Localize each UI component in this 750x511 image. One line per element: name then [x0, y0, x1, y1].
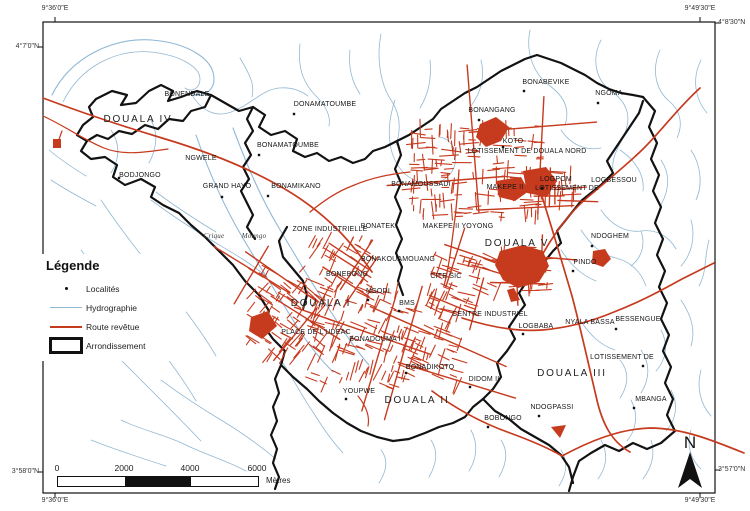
- locality-dot: [221, 196, 223, 198]
- legend-title: Légende: [46, 258, 100, 273]
- map-label-mbanga: MBANGA: [635, 396, 667, 403]
- legend-item-route-rev-tue: [46, 317, 184, 336]
- map-label-pindo: PINDO: [573, 259, 597, 266]
- locality-dot: [267, 195, 269, 197]
- locality-dot: [405, 372, 407, 374]
- scale-segment: [58, 477, 125, 486]
- locality-dot: [538, 415, 540, 417]
- map-label-ndoghem: NDOGHEM: [591, 233, 629, 240]
- coordinate-label: 3°58'0"N: [11, 468, 39, 475]
- locality-dot: [522, 333, 524, 335]
- scale-unit-label: Mètres: [266, 476, 291, 485]
- bound-symbol-icon: [49, 337, 83, 354]
- map-label-bms: BMS: [399, 300, 415, 307]
- coordinate-label: 9°49'30"E: [684, 5, 716, 12]
- map-label-donamatoumbe: DONAMATOUMBE: [293, 101, 357, 108]
- coordinate-label: 4°7'0"N: [15, 43, 39, 50]
- map-label-bonateki: BONATEKI: [360, 223, 398, 230]
- locality-dot: [345, 398, 347, 400]
- map-label-koto: KOTO: [502, 138, 524, 145]
- map-label-makepe-ii-yoyong: MAKEPE II YOYONG: [422, 223, 494, 230]
- map-label-bonendale: BONENDALE: [164, 91, 210, 98]
- map-label-crique: Crique: [203, 232, 225, 240]
- map-label-douala-i: DOUALA I: [290, 298, 352, 309]
- locality-dot: [597, 102, 599, 104]
- map-label-bonakouamouang: BONAKOUAMOUANG: [361, 256, 435, 263]
- map-label-logpom: LOGPOM: [540, 176, 572, 183]
- legend-items: [46, 279, 184, 355]
- locality-dot: [258, 154, 260, 156]
- map-label-youpwe: YOUPWE: [342, 388, 376, 395]
- locality-dot: [398, 310, 400, 312]
- map-label-douala-v: DOUALA V: [484, 238, 550, 249]
- locality-dot: [523, 90, 525, 92]
- locality-dot: [293, 113, 295, 115]
- map-label-bonangang: BONANGANG: [468, 107, 516, 114]
- map-label-bonamikano: BONAMIKANO: [271, 183, 321, 190]
- scale-tick-label: 2000: [114, 463, 134, 473]
- map-label-bonamatoumbe: BONAMATOUMBE: [256, 142, 320, 149]
- legend-item-label: Hydrographie: [86, 302, 138, 313]
- map-label-douala-ii: DOUALA II: [384, 395, 450, 406]
- locality-dot: [642, 365, 644, 367]
- locality-dot: [615, 328, 617, 330]
- coordinate-label: 9°49'30"E: [684, 497, 716, 504]
- legend-item-label: Route revêtue: [86, 321, 140, 332]
- legend: [42, 254, 186, 361]
- locality-dot: [367, 299, 369, 301]
- hydro-symbol-icon: [50, 307, 82, 308]
- legend-item-localit-s: [46, 279, 184, 298]
- map-label-grand-hayo: GRAND HAYO: [202, 183, 252, 190]
- map-label-douala-iii: DOUALA III: [537, 368, 607, 379]
- coordinate-label: 9°36'0"E: [41, 5, 69, 12]
- coordinate-label: 9°36'0"E: [41, 497, 69, 504]
- map-label-makepe-ii: MAKEPE II: [486, 184, 524, 191]
- map-label-moungo: Moungo: [241, 232, 267, 240]
- map-label-bodjongo: BODJONGO: [119, 172, 161, 179]
- locality-dot: [469, 386, 471, 388]
- map-label-bessengue: BESSENGUE: [615, 316, 661, 323]
- locality-dot: [633, 407, 635, 409]
- map-label-nyala-bassa: NYALA BASSA: [565, 319, 615, 326]
- map-label-didom-ii: DIDOM II: [468, 376, 500, 383]
- map-label-ndogpassi: NDOGPASSI: [530, 404, 574, 411]
- legend-item-label: Localités: [86, 283, 120, 294]
- scale-bar: [57, 476, 259, 487]
- legend-item-arrondissement: [46, 336, 184, 355]
- map-label-place-de-l-udeac: PLACE DE L'UDEAC: [281, 329, 351, 336]
- map-label-lotissement-de: LOTISSEMENT DE: [590, 354, 654, 361]
- map-label-cite-sic: CITE SIC: [430, 273, 462, 280]
- scale-segment: [191, 477, 258, 486]
- locality-dot: [487, 426, 489, 428]
- map-label-douala-iv: DOUALA IV: [103, 114, 173, 125]
- legend-item-hydrographie: [46, 298, 184, 317]
- scale-segment: [125, 477, 192, 486]
- locality-dot: [572, 270, 574, 272]
- map-label-ngoma: NGOMA: [595, 90, 623, 97]
- locality-dot: [478, 119, 480, 121]
- scale-tick-label: 6000: [247, 463, 267, 473]
- map-label-bonadikoto: BONADIKOTO: [405, 364, 455, 371]
- map-label-bonabevike: BONABEVIKE: [522, 79, 570, 86]
- map-label-logbaba: LOGBABA: [518, 323, 554, 330]
- map-label-bonebong: BONEBONG: [325, 271, 369, 278]
- map-label-bonamoussadi: BONAMOUSSADI: [391, 181, 451, 188]
- map-label-bobongo: BOBONGO: [484, 415, 522, 422]
- coordinate-label: 3°57'0"N: [718, 466, 746, 473]
- locality-dot: [591, 245, 593, 247]
- map-label-ngodi: NGODI: [366, 288, 390, 295]
- scale-tick-label: 0: [54, 463, 60, 473]
- road-symbol-icon: [50, 326, 82, 328]
- map-label-ngwele: NGWELE: [185, 155, 217, 162]
- dot-symbol-icon: [65, 287, 68, 290]
- map-label-lotissement-de-douala-nord: LOTISSEMENT DE DOUALA NORD: [467, 148, 587, 155]
- map-label-zone-industrielle: ZONE INDUSTRIELLE: [292, 226, 368, 233]
- legend-item-label: Arrondissement: [86, 340, 146, 351]
- north-label: N: [683, 433, 697, 452]
- map-label-lotissement-de: LOTISSEMENT DE: [535, 185, 599, 192]
- scale-tick-label: 4000: [180, 463, 200, 473]
- map-label-logbessou: LOGBESSOU: [591, 177, 637, 184]
- map-label-centre-industriel: CENTRE INDUSTRIEL: [452, 311, 528, 318]
- coordinate-label: 4°8'30"N: [718, 19, 746, 26]
- map-label-bonadouma-i: BONADOUMA I: [349, 336, 401, 343]
